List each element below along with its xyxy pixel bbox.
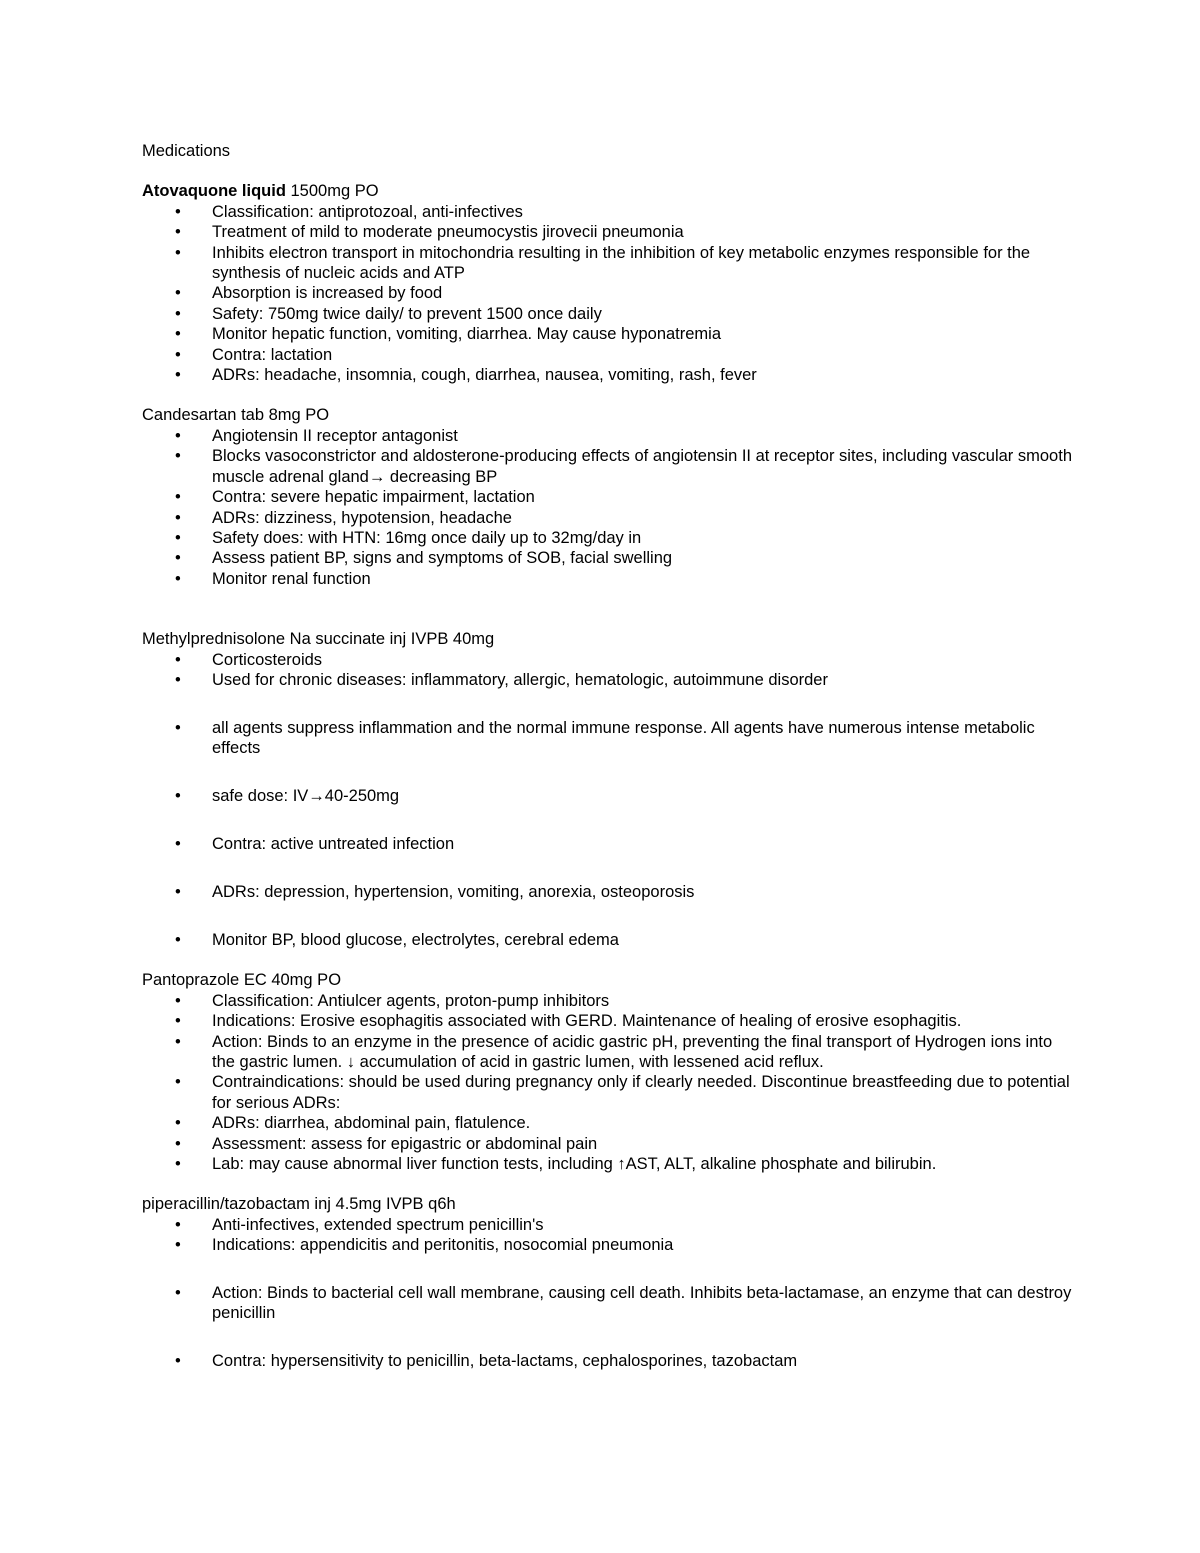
list-item: • Classification: Antiulcer agents, proton-pump inhibitors: [142, 991, 1072, 1011]
medication-section-methylprednisolone: [142, 629, 1072, 950]
medication-dose: 1500mg PO: [285, 182, 379, 201]
medication-heading: Candesartan tab 8mg PO: [142, 406, 330, 425]
medication-section-pantoprazole: [142, 970, 1072, 1174]
medication-section-piperacillin-tazobactam: [142, 1194, 1072, 1371]
list-item: • Assess patient BP, signs and symptoms of SOB, facial swelling: [142, 548, 1072, 568]
document-title: Medications: [142, 142, 231, 160]
list-item: • Corticosteroids: [142, 650, 1072, 670]
list-item: • all agents suppress inflammation and the normal immune response. All agents have numerous intense metabolic effects: [142, 718, 1072, 759]
list-item: • Monitor BP, blood glucose, electrolytes, cerebral edema: [142, 930, 1072, 950]
list-item: • Contra: active untreated infection: [142, 834, 1072, 854]
list-item: • Anti-infectives, extended spectrum penicillin's: [142, 1215, 1072, 1235]
list-item: • Lab: may cause abnormal liver function tests, including ↑AST, ALT, alkaline phosphate and bilirubin.: [142, 1154, 1072, 1174]
list-item: • ADRs: headache, insomnia, cough, diarrhea, nausea, vomiting, rash, fever: [142, 365, 1072, 385]
list-item: • ADRs: diarrhea, abdominal pain, flatulence.: [142, 1113, 1072, 1133]
list-item: • Used for chronic diseases: inflammatory, allergic, hematologic, autoimmune disorder: [142, 670, 1072, 690]
list-item: • Contra: hypersensitivity to penicillin, beta-lactams, cephalosporines, tazobactam: [142, 1351, 1072, 1371]
list-item: • safe dose: IV→40-250mg: [142, 786, 1072, 806]
list-item: • Safety: 750mg twice daily/ to prevent 1500 once daily: [142, 304, 1072, 324]
list-item: • Action: Binds to an enzyme in the presence of acidic gastric pH, preventing the final transport of Hydrogen ions into the gastric lumen. ↓ accumulation of acid in gastric lumen, with lessened acid reflux.: [142, 1032, 1072, 1073]
medication-section-candesartan: [142, 405, 1072, 589]
medication-heading: Methylprednisolone Na succinate inj IVPB 40mg: [142, 630, 495, 649]
list-item: • Contra: lactation: [142, 345, 1072, 365]
list-item: • Inhibits electron transport in mitochondria resulting in the inhibition of key metabolic enzymes responsible for the synthesis of nucleic acids and ATP: [142, 243, 1072, 284]
medication-name-bold: Atovaquone liquid: [142, 182, 286, 201]
list-item: • ADRs: dizziness, hypotension, headache: [142, 508, 1072, 528]
list-item: • Treatment of mild to moderate pneumocystis jirovecii pneumonia: [142, 222, 1072, 242]
medication-points: [142, 202, 1072, 386]
list-item: • Contra: severe hepatic impairment, lactation: [142, 487, 1072, 507]
list-item: • Absorption is increased by food: [142, 283, 1072, 303]
list-item: • Classification: antiprotozoal, anti-infectives: [142, 202, 1072, 222]
medication-points: [142, 1215, 1072, 1372]
list-item: • Safety does: with HTN: 16mg once daily up to 32mg/day in: [142, 528, 1072, 548]
list-item: • Angiotensin II receptor antagonist: [142, 426, 1072, 446]
list-item: • Indications: appendicitis and peritonitis, nosocomial pneumonia: [142, 1235, 1072, 1255]
list-item: • Action: Binds to bacterial cell wall membrane, causing cell death. Inhibits beta-lactamase, an enzyme that can destroy penicillin: [142, 1283, 1072, 1324]
medication-heading: Pantoprazole EC 40mg PO: [142, 971, 342, 990]
document-page: [142, 141, 1072, 1372]
medication-heading: piperacillin/tazobactam inj 4.5mg IVPB q6h: [142, 1195, 456, 1214]
medication-section-atovaquone: [142, 181, 1072, 385]
list-item: • Monitor hepatic function, vomiting, diarrhea. May cause hyponatremia: [142, 324, 1072, 344]
medication-points: [142, 426, 1072, 589]
medication-points: [142, 650, 1072, 951]
list-item: • Contraindications: should be used during pregnancy only if clearly needed. Discontinue breastfeeding due to potential for serious ADRs:: [142, 1072, 1072, 1113]
list-item: • ADRs: depression, hypertension, vomiting, anorexia, osteoporosis: [142, 882, 1072, 902]
list-item: • Blocks vasoconstrictor and aldosterone-producing effects of angiotensin II at receptor sites, including vascular smooth muscle adrenal gland→ decreasing BP: [142, 446, 1072, 487]
list-item: • Monitor renal function: [142, 569, 1072, 589]
list-item: • Assessment: assess for epigastric or abdominal pain: [142, 1134, 1072, 1154]
list-item: • Indications: Erosive esophagitis associated with GERD. Maintenance of healing of erosive esophagitis.: [142, 1011, 1072, 1031]
medication-points: [142, 991, 1072, 1175]
medication-heading: [142, 181, 1072, 201]
